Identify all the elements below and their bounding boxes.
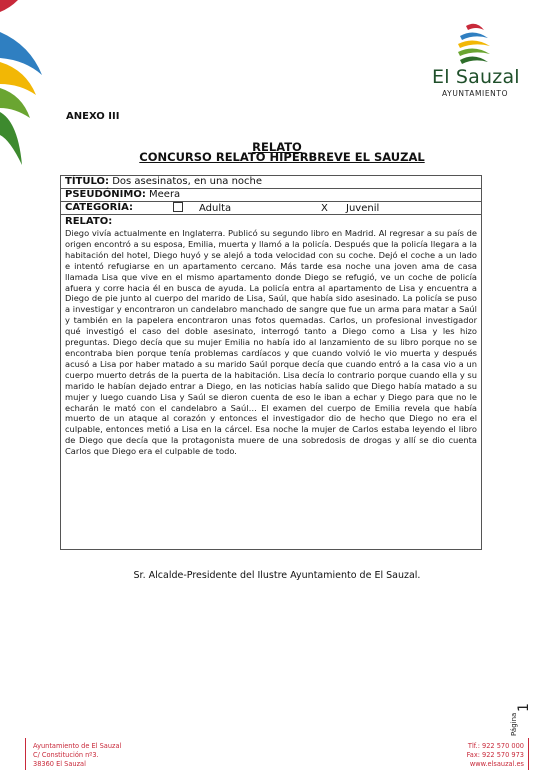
footer-left-bar [25,738,26,770]
relato-label: RELATO: [65,216,113,227]
footer-contact [438,742,524,769]
page-num: 1 [516,703,532,712]
logo-name: El Sauzal [432,66,520,88]
story-text: Diego vivía actualmente en Inglaterra. Publicó su segundo libro en Madrid. Al regresar a su país de origen encontró a su esposa, Emilia, muerta y llamó a la policía. Después que la policía llegara a la habitación del hotel, Diego huyó y se alejó a toda velocidad con su coche. Dejó el coche a un lado e intentó refugiarse en un apartamento cercano. Más tarde esa noche una joven ama de casa llamada Lisa que vive en el mismo apartamento donde Diego se refugió, ve un coche de policía afuera y corre hacia él en busca de ayuda. La policía entra al apartamento de Lisa y encuentra a Diego de pie junto al cuerpo del marido de Lisa, Saúl, que había sido asesinado. La policía se puso a investigar y encontraron un candelabro manchado de sangre que fue un arma para matar a Saúl y también en la papelera encontraron unas fotos quemadas. Carlos, un profesional investigador qué investigó el caso del doble asesinato, interrogó tanto a Diego como a Lisa y les hizo preguntas. Diego decía que su mujer Emilia no había ido al lanzamiento de su libro porque no se encontraba bien porque tenía problemas cardíacos y que cuando volvió le vio muerta y después acusó a Lisa por haber matado a su marido Saúl porque decía que cuando entró a la casa vio a un cuerpo muerto detrás de la puerta de la habitación. Lisa decía lo contrario porque cuando ella y su marido le habían dejado entrar a Diego, en las noticias había salido que Diego había matado a su mujer y luego cuando Lisa y Saúl se dieron cuenta de eso le iban a echar y Diego para que no le echarán le mató con el candelabro a Saúl… El examen del cuerpo de Emilia revela que había muerto de un ataque al corazón y entonces el investigador dio de hecho que Diego no era el culpable, entonces metió a Lisa en la cárcel. Esa noche la mujer de Carlos estaba leyendo el libro de Diego que decía que la protagonista muere de una sobredosis de drogas y allí se dio cuenta Carlos que Diego era el culpable de todo. [65,228,477,457]
annex-heading: ANEXO III [66,111,120,122]
footer-line: C/ Constitución nº3. [33,751,99,759]
footer-address [33,742,121,769]
footer-line: 38360 El Sauzal [33,760,86,768]
categoria-label: CATEGORÍA: [65,202,134,213]
footer-phone: Tlf.: 922 570 000 [467,742,524,750]
pseudonimo-row [61,189,481,202]
entry-form [60,175,482,550]
pseudonimo-label: PSEUDÓNIMO: [65,189,146,200]
juvenil-mark: X [321,203,328,214]
titulo-label: TÍTULO: [65,176,109,187]
footer-website[interactable]: www.elsauzal.es [469,760,524,768]
title-concurso: CONCURSO RELATO HIPERBREVE EL SAUZAL [139,150,425,164]
categoria-row [61,202,481,215]
titulo-value: Dos asesinatos, en una noche [112,176,263,187]
titulo-row [61,176,481,189]
footer-right-bar [528,738,529,770]
adulta-checkbox[interactable] [173,202,183,212]
page-label: Página [510,712,518,736]
page-number [504,690,534,740]
signature-line: Sr. Alcalde-Presidente del Ilustre Ayuntamiento de El Sauzal. [133,570,421,581]
title-relato: RELATO [252,140,302,154]
footer-line: Ayuntamiento de El Sauzal [33,742,122,750]
pseudonimo-value: Meera [149,189,181,200]
categoria-adulta: Adulta [199,203,232,214]
categoria-juvenil: Juvenil [346,203,380,214]
logo-subtitle: AYUNTAMIENTO [442,89,509,98]
el-sauzal-logo [432,20,532,68]
footer-fax: Fax: 922 570 973 [466,751,524,759]
